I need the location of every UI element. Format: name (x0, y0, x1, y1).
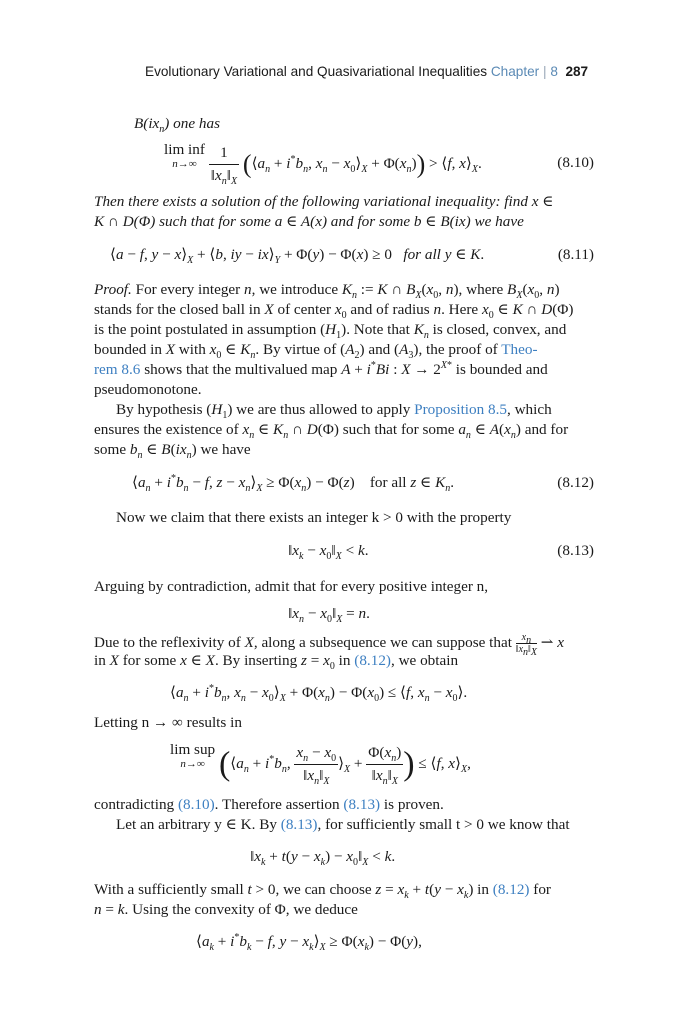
text-line: bounded in X with $x_0$ ∈ $K_n$. By virtue of $(A_2)$ and $(A_3)$, the proof of Theo- (94, 341, 538, 362)
equation-ref-link[interactable]: (8.13) (280, 816, 318, 833)
equation-ref-link[interactable]: (8.12) (492, 881, 530, 898)
text-line: Then there exists a solution of the following variational inequality: find x ∈ (94, 193, 554, 210)
header-chapter-number: 8 (550, 64, 558, 79)
theorem-link[interactable]: Theo- (501, 341, 538, 358)
text-line: ensures the existence of $x_n$ ∈ $K_n$ ∩ D(Φ) such that for some $a_n$ ∈ $A(x_n)$ and for (94, 421, 569, 442)
equation-8-12: $⟨a_n + i^*b_n - f$, $z - x_n⟩_X \ge \Phi(x_n) - \Phi(z)$ for all z ∈ $K_n$. (132, 472, 455, 495)
equation-number: (8.13) (557, 542, 594, 559)
text-line: pseudomonotone. (94, 381, 202, 398)
text-line: Now we claim that there exists an integer k > 0 with the property (116, 509, 512, 526)
text-line: With a sufficiently small t > 0, we can choose $z = x_k + t(y - x_k)$ in (8.12) for (94, 881, 551, 902)
text-line: Arguing by contradiction, admit that for every positive integer n, (94, 578, 489, 595)
sufficiently-text: , for sufficiently small t > 0 we know that (317, 816, 570, 833)
equation-number: (8.12) (557, 474, 594, 491)
text-line: stands for the closed ball in X of center $x_0$ and of radius n. Here $x_0$ ∈ K ∩ D(Φ) (94, 301, 574, 322)
text-line (116, 816, 570, 834)
text-line: Proof. For every integer n, we introduce $K_n$ := K ∩ $B_X(x_0$, n), where $B_X(x_0$, n) (94, 281, 560, 302)
text-line (94, 796, 444, 814)
equation-limsup: lim sup n→∞ ($⟨a_n + i^*b_n$, $\frac{x_n - x_0}{‖x_n‖_X}$ $⟩_X$ + $\frac{\Phi(x_n)}{‖x_n‖_X}$ ) ≤ ⟨f, $x⟩_X$, (170, 741, 471, 788)
equation-ref-link[interactable]: (8.10) (177, 796, 215, 813)
equation-number: (8.11) (557, 246, 594, 263)
text-line: is the point postulated in assumption $(H_1)$. Note that $K_n$ is closed, convex, and (94, 321, 567, 342)
equation-8-10: lim inf n→∞ $\frac{1}{‖x_n‖_X}$ ($⟨a_n + i^*b_n$, $x_n$ − $x_0⟩_X + \Phi(x_n)$) > ⟨f, $x⟩_X$. (164, 141, 482, 188)
equation-ref-link[interactable]: (8.13) (343, 796, 381, 813)
text-line: Letting n → ∞ results in (94, 714, 242, 731)
header-separator: | (543, 64, 547, 79)
hyp-text: By hypothesis (116, 401, 203, 418)
equation-8-11: ⟨a − f, $y - x⟩_X$ + ⟨b, iy − $ix⟩_Y + \Phi(y) - \Phi(x) \ge 0$ for all y ∈ K. (110, 246, 485, 267)
contradicting-text: contradicting (94, 796, 175, 813)
let-text: Let an arbitrary y ∈ K. By (116, 816, 277, 833)
header-chapter: Chapter (490, 64, 540, 79)
page-number: 287 (565, 64, 589, 79)
text-line: Due to the reflexivity of X, along a subsequence we can suppose that $\frac{x_n}{‖x_n‖_X}$ ⇀ x (94, 632, 565, 658)
text-line: K ∩ D(Φ) such that for some a ∈ A(x) and for some b ∈ B(ix) we have (94, 213, 524, 230)
equation: $‖x_n$ − $x_0‖_X = n$. (288, 605, 370, 626)
theorem-link[interactable]: rem 8.6 (94, 361, 141, 378)
text-line: $B(ix_n)$ one has (134, 115, 220, 136)
header-title: Evolutionary Variational and Quasivariational Inequalities (145, 64, 488, 79)
running-header (145, 64, 588, 79)
equation-8-13: $‖x_k$ − $x_0‖_X < k$. (288, 542, 369, 563)
text-line: n = k. Using the convexity of Φ, we deduce (94, 901, 358, 918)
equation-number: (8.10) (557, 154, 594, 171)
text-line: rem 8.6 shows that the multivalued map A + i*Bi : $X \to 2^{X*}$ is bounded and (94, 359, 548, 378)
equation-ref-link[interactable]: (8.12) (354, 652, 391, 669)
text-line: in X for some x ∈ X. By inserting $z = x_0$ in (8.12), we obtain (94, 652, 459, 673)
therefore-text: . Therefore assertion (214, 796, 340, 813)
text-line: some $b_n$ ∈ $B(ix_n)$ we have (94, 441, 251, 462)
text-line: By hypothesis $(H_1)$ we are thus allowed to apply Proposition 8.5, which (116, 401, 552, 422)
equation: $⟨a_k + i^*b_k - f$, $y - x_k⟩_X \ge \Phi(x_k) - \Phi(y)$, (196, 931, 422, 954)
equation: $‖x_k + t(y - x_k)$ − $x_0‖_X < k$. (250, 848, 396, 869)
equation: $⟨a_n + i^*b_n$, $x_n$ − $x_0⟩_X + \Phi(x_n) - \Phi(x_0)$ ≤ ⟨f, $x_n$ − $x_0⟩$. (170, 682, 468, 705)
proof-label: Proof. (94, 281, 132, 298)
is-proven-text: is proven. (383, 796, 444, 813)
proposition-link[interactable]: Proposition 8.5 (414, 401, 507, 418)
